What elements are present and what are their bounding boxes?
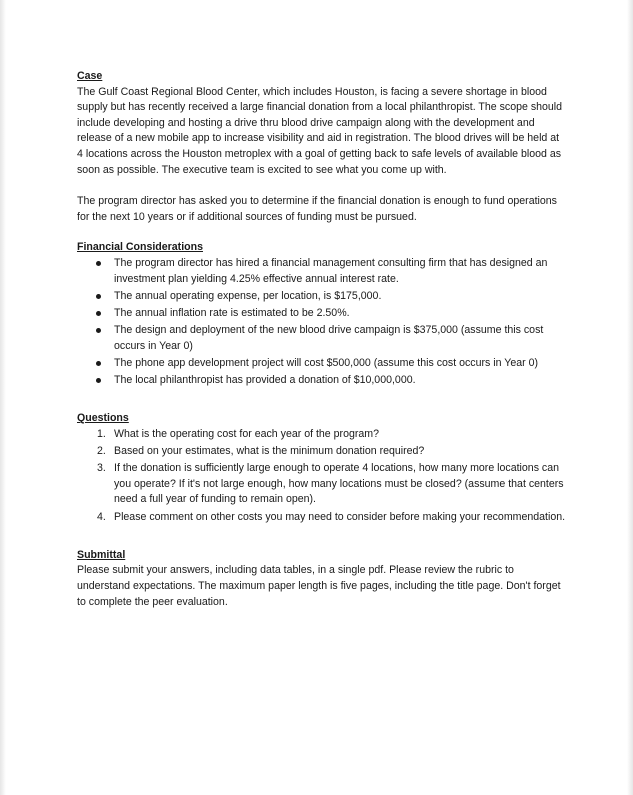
question-number: 3. xyxy=(97,462,106,475)
question-item xyxy=(77,510,567,526)
financial-item-text: The annual operating expense, per location, is $175,000. xyxy=(114,289,382,302)
program-director-section xyxy=(77,194,567,225)
page-edge-right xyxy=(627,0,633,795)
financial-item-text: The design and deployment of the new blood drive campaign is $375,000 (assume this cost occurs in Year 0) xyxy=(114,324,544,352)
questions-section xyxy=(77,411,567,525)
question-text: Please comment on other costs you may need to consider before making your recommendation. xyxy=(114,510,566,523)
question-item xyxy=(77,444,567,460)
case-body: The Gulf Coast Regional Blood Center, which includes Houston, is facing a severe shortage in blood supply but has recently received a large financial donation from a local philanthropist. The scope should include developing and hosting a drive thru blood drive campaign along with the development and release of a new mobile app to increase visibility and aid in registration. The blood drives will be held at 4 locations across the Houston metroplex with a goal of getting back to safe levels of available blood as soon as possible. The executive team is excited to see what you come up with. xyxy=(77,85,563,176)
financial-item xyxy=(77,289,567,305)
financial-item xyxy=(77,373,567,389)
question-number: 2. xyxy=(97,445,106,458)
submittal-heading: Submittal xyxy=(77,548,126,561)
question-text: If the donation is sufficiently large enough to operate 4 locations, how many more locations can you operate? If it's not large enough, how many locations must be closed? (assume that centers need a full year of funding to remain open). xyxy=(114,462,564,506)
question-item xyxy=(77,461,567,508)
question-number: 4. xyxy=(97,510,106,523)
financial-item-text: The phone app development project will cost $500,000 (assume this cost occurs in Year 0) xyxy=(114,356,538,369)
financial-item xyxy=(77,356,567,372)
bullet-icon xyxy=(96,311,101,316)
document-content xyxy=(77,69,567,610)
case-heading: Case xyxy=(77,70,103,82)
bullet-icon xyxy=(96,361,101,366)
bullet-icon xyxy=(96,261,101,266)
financial-heading: Financial Considerations xyxy=(77,241,203,254)
case-section xyxy=(77,69,567,178)
bullet-icon xyxy=(96,294,101,299)
bullet-icon xyxy=(96,378,101,383)
financial-item xyxy=(77,306,567,322)
submittal-body: Please submit your answers, including data tables, in a single pdf. Please review the rubric to understand expectations. The maximum paper length is five pages, including the title page. Don't forget to complete the peer evaluation. xyxy=(77,564,561,608)
question-item xyxy=(77,427,567,443)
questions-heading: Questions xyxy=(77,412,129,425)
submittal-section xyxy=(77,548,567,610)
questions-list xyxy=(77,427,567,525)
financial-item xyxy=(77,323,567,354)
bullet-icon xyxy=(96,328,101,333)
financial-section xyxy=(77,240,567,388)
financial-item xyxy=(77,256,567,287)
financial-item-text: The local philanthropist has provided a donation of $10,000,000. xyxy=(114,374,416,387)
program-director-body: The program director has asked you to determine if the financial donation is enough to fund operations for the next 10 years or if additional sources of funding must be pursued. xyxy=(77,195,557,223)
question-number: 1. xyxy=(97,427,106,440)
financial-item-text: The annual inflation rate is estimated to be 2.50%. xyxy=(114,306,350,319)
financial-list xyxy=(77,256,567,389)
question-text: Based on your estimates, what is the minimum donation required? xyxy=(114,445,425,458)
page-edge-left xyxy=(0,0,6,795)
question-text: What is the operating cost for each year of the program? xyxy=(114,427,379,440)
financial-item-text: The program director has hired a financial management consulting firm that has designed an investment plan yielding 4.25% effective annual interest rate. xyxy=(114,256,548,285)
